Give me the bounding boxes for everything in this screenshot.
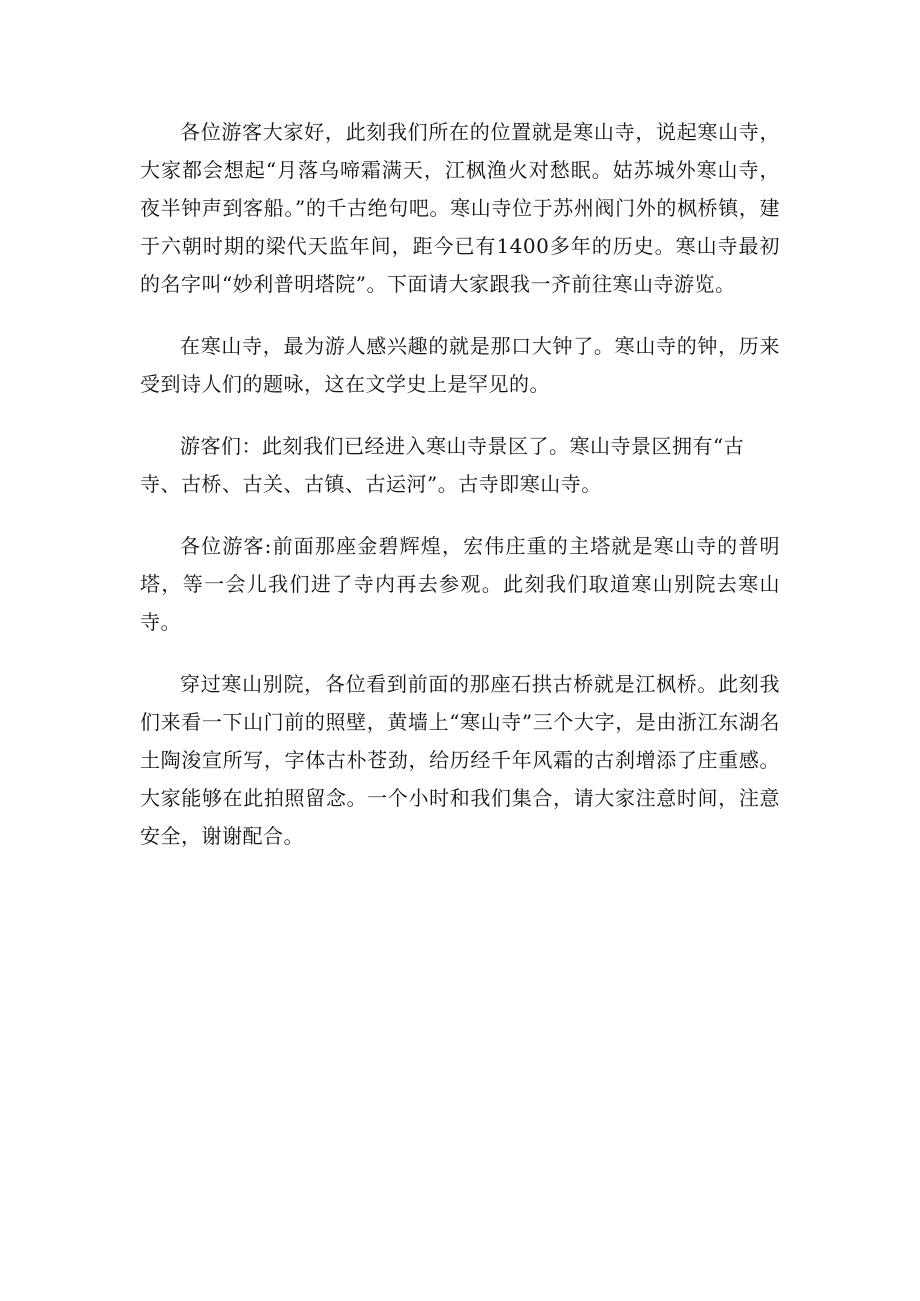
paragraph-scenic-area: 游客们：此刻我们已经进入寒山寺景区了。寒山寺景区拥有“古寺、古桥、古关、古镇、古运河”。古寺即寒山寺。	[140, 434, 745, 496]
paragraph-intro: 各位游客大家好，此刻我们所在的位置就是寒山寺，说起寒山寺，大家都会想起“月落乌啼霜满天，江枫渔火对愁眠。姑苏城外寒山寺，夜半钟声到客船。”的千古绝句吧。寒山寺位于苏州阀门外的枫桥镇，建于六朝时期的梁代天监年间，距今已有1400多年的历史。寒山寺最初的名字叫“妙利普明塔院”。下面请大家跟我一齐前往寒山寺游览。	[140, 120, 780, 296]
paragraph-pagoda: 各位游客:前面那座金碧辉煌，宏伟庄重的主塔就是寒山寺的普明塔，等一会儿我们进了寺内再去参观。此刻我们取道寒山别院去寒山寺。	[140, 534, 780, 634]
paragraph-bell: 在寒山寺，最为游人感兴趣的就是那口大钟了。寒山寺的钟，历来受到诗人们的题咏，这在文学史上是罕见的。	[140, 334, 780, 396]
paragraph-bridge: 穿过寒山别院，各位看到前面的那座石拱古桥就是江枫桥。此刻我们来看一下山门前的照壁，黄墙上“寒山寺”三个大字，是由浙江东湖名土陶浚宣所写，字体古朴苍劲，给历经千年风霜的古刹增添了庄重感。大家能够在此拍照留念。一个小时和我们集合，请大家注意时间，注意安全，谢谢配合。	[140, 672, 780, 848]
document-body	[140, 113, 780, 879]
